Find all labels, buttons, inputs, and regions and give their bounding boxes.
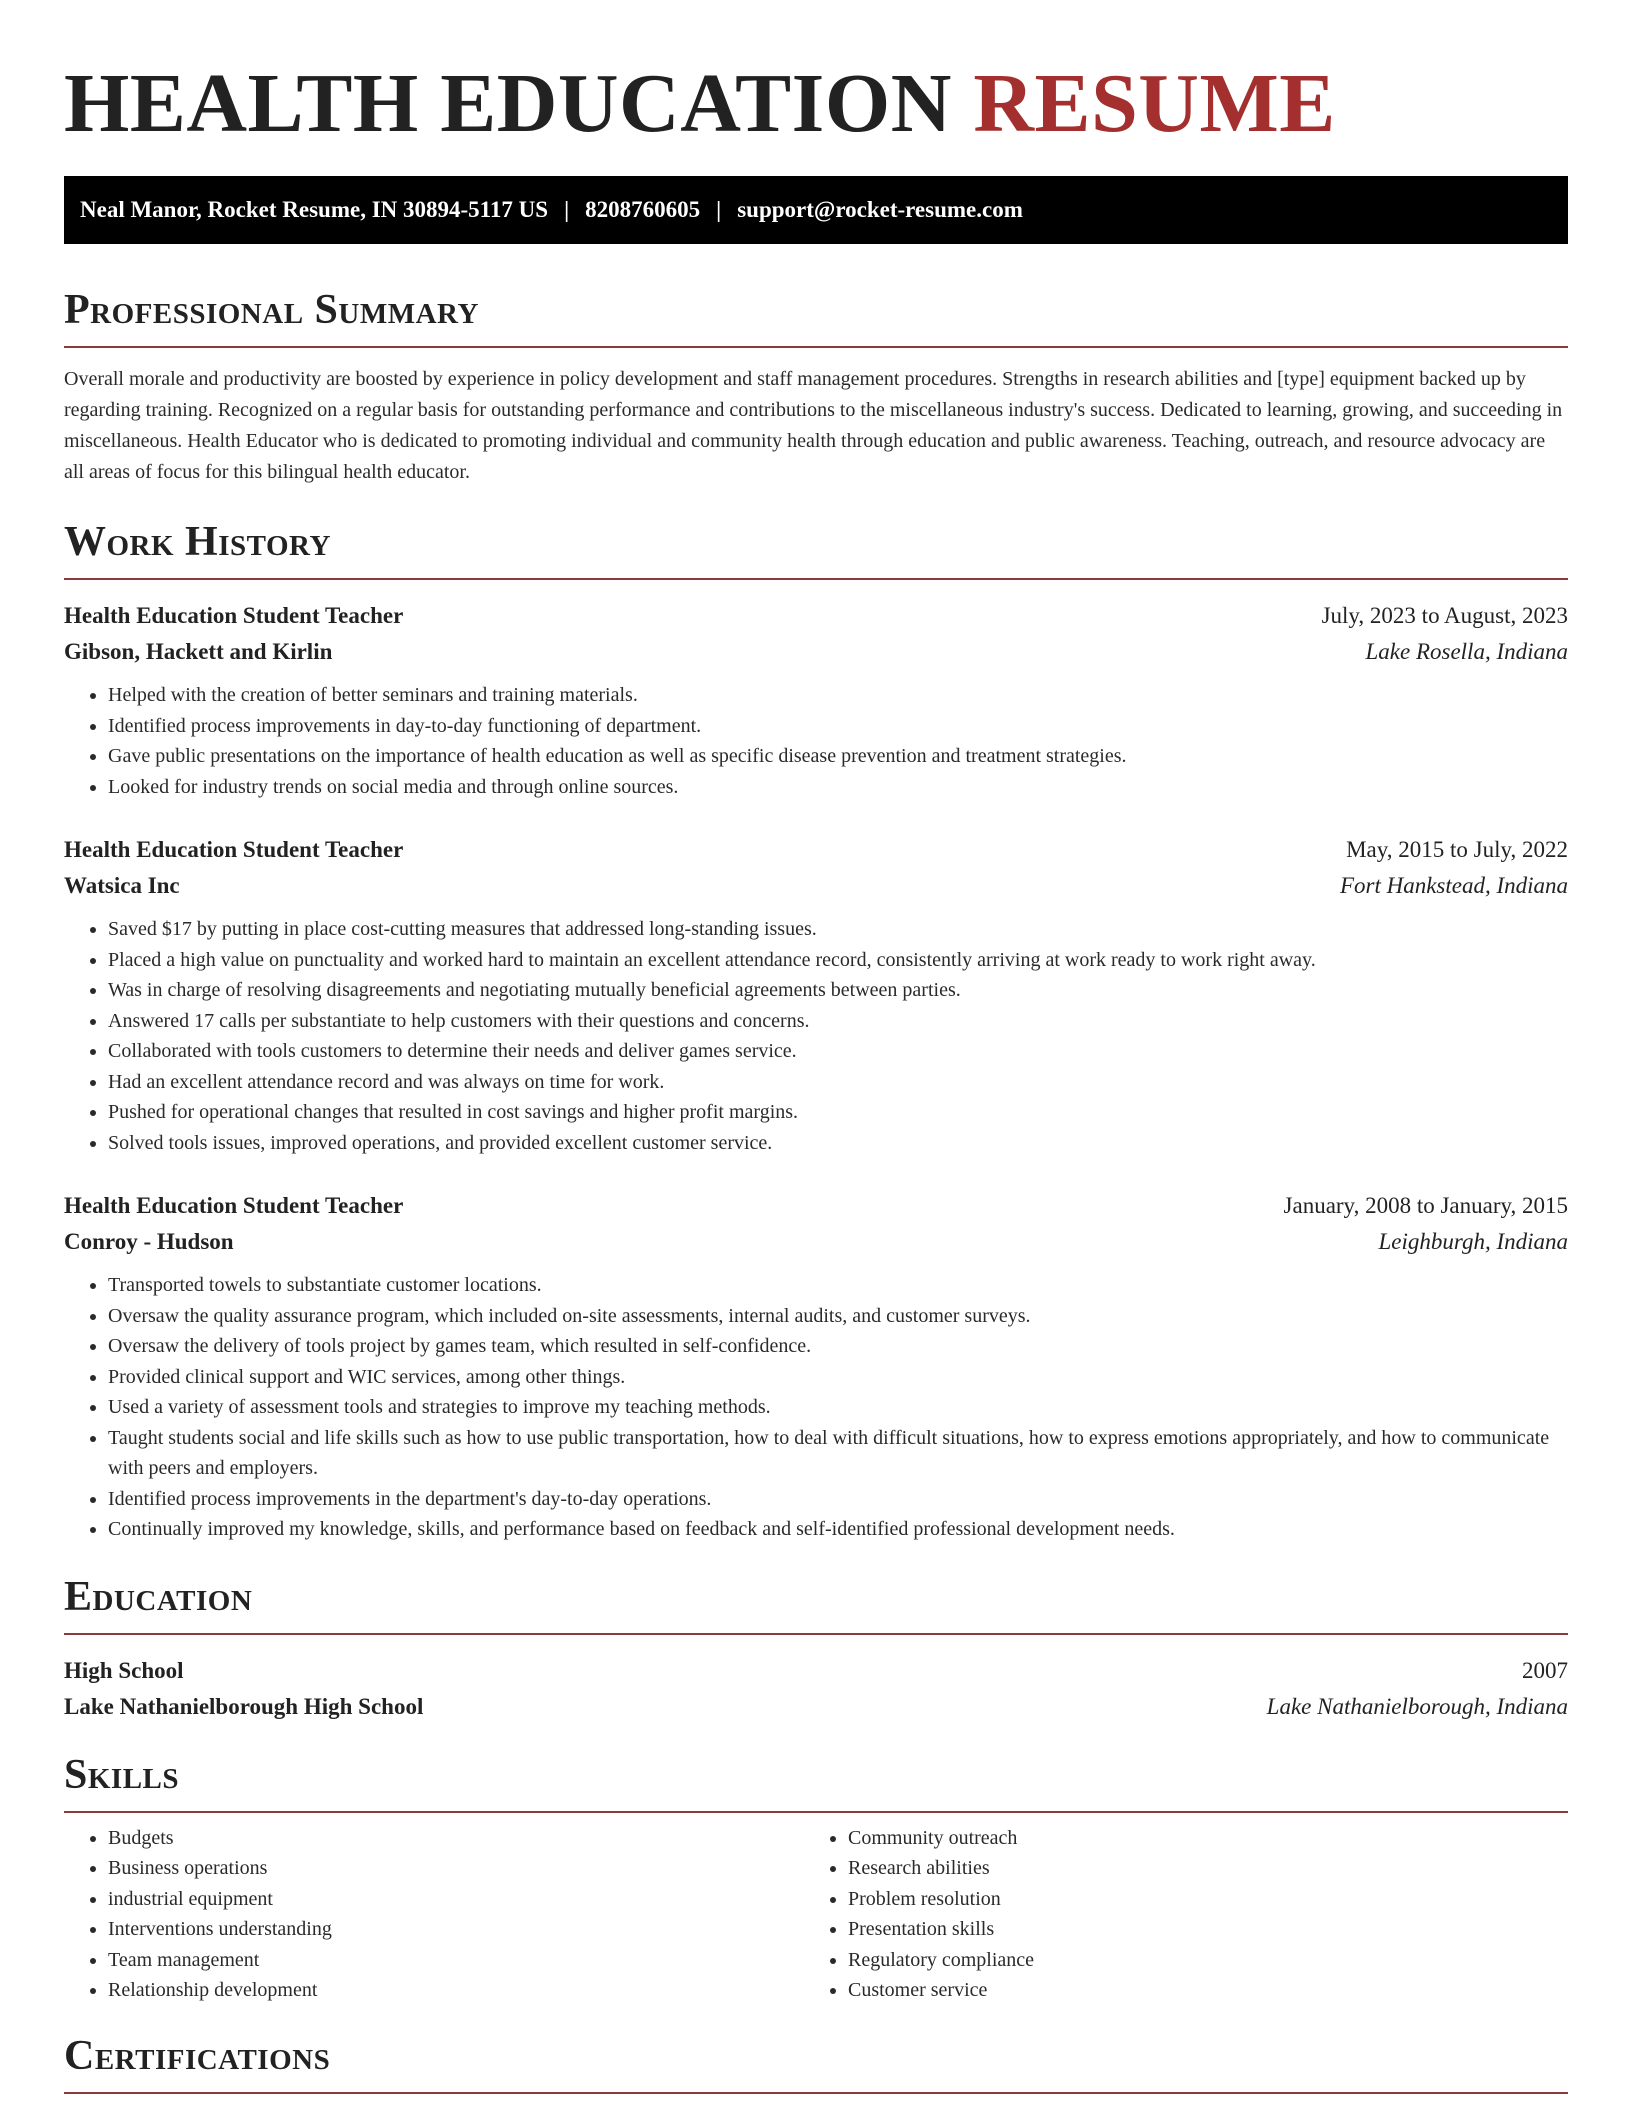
job-dates: January, 2008 to January, 2015 [1283, 1193, 1568, 1218]
contact-separator: | [716, 197, 722, 222]
job-title: Health Education Student Teacher [64, 1193, 404, 1218]
job-company: Conroy - Hudson [64, 1229, 234, 1254]
job-bullet: • Collaborated with tools customers to determine their needs and deliver games service. [108, 1036, 1568, 1067]
summary-heading: Professional Summary [64, 286, 1568, 348]
skill-item: • Business operations [108, 1853, 804, 1884]
job-bullet: • Gave public presentations on the importance of health education as well as specific disease prevention and treatment strategies. [108, 741, 1568, 772]
job-bullet: • Oversaw the quality assurance program, which included on-site assessments, internal audits, and customer surveys. [108, 1301, 1568, 1332]
skill-item: • Relationship development [108, 1975, 804, 2006]
job-title: Health Education Student Teacher [64, 603, 404, 628]
skill-item: • Regulatory compliance [848, 1945, 1544, 1976]
job-entry [64, 1188, 1568, 1545]
education-entry [64, 1653, 1568, 1725]
job-bullet: • Transported towels to substantiate customer locations. [108, 1270, 1568, 1301]
contact-bar [64, 176, 1568, 244]
job-location: Fort Hankstead, Indiana [1339, 873, 1568, 898]
education-school: Lake Nathanielborough High School [64, 1693, 424, 1719]
summary-section [64, 286, 1568, 488]
contact-phone: 8208760605 [585, 197, 701, 222]
job-bullet: • Placed a high value on punctuality and worked hard to maintain an excellent attendance record, consistently arriving at work ready to work right away. [108, 945, 1568, 976]
job-location: Lake Rosella, Indiana [1365, 639, 1568, 664]
job-bullet: • Had an excellent attendance record and was always on time for work. [108, 1067, 1568, 1098]
work-history-heading: Work History [64, 518, 1568, 580]
work-history-section [64, 518, 1568, 1545]
job-bullets [64, 680, 1568, 802]
job-bullet: • Identified process improvements in the department's day-to-day operations. [108, 1484, 1568, 1515]
job-bullet: • Used a variety of assessment tools and strategies to improve my teaching methods. [108, 1392, 1568, 1423]
job-entry [64, 832, 1568, 1158]
job-bullet: • Solved tools issues, improved operations, and provided excellent customer service. [108, 1128, 1568, 1159]
certifications-heading: Certifications [64, 2032, 1568, 2094]
resume-title [64, 56, 1568, 152]
certifications-section [64, 2032, 1568, 2094]
job-bullet: • Answered 17 calls per substantiate to help customers with their questions and concerns. [108, 1006, 1568, 1037]
skill-item: • Budgets [108, 1823, 804, 1854]
skills-grid [64, 1823, 1568, 2006]
job-bullet: • Oversaw the delivery of tools project by games team, which resulted in self-confidence. [108, 1331, 1568, 1362]
education-degree: High School [64, 1657, 184, 1683]
skill-item: • Research abilities [848, 1853, 1544, 1884]
skills-heading: Skills [64, 1751, 1568, 1813]
contact-address: Neal Manor, Rocket Resume, IN 30894-5117 US [80, 197, 549, 222]
job-bullet: • Looked for industry trends on social media and through online sources. [108, 772, 1568, 803]
skill-item: • Interventions understanding [108, 1914, 804, 1945]
job-bullet: • Continually improved my knowledge, skills, and performance based on feedback and self-identified professional development needs. [108, 1514, 1568, 1545]
title-main: HEALTH EDUCATION [64, 57, 952, 150]
job-bullet: • Provided clinical support and WIC services, among other things. [108, 1362, 1568, 1393]
education-year: 2007 [1522, 1657, 1568, 1683]
job-entry [64, 598, 1568, 802]
skill-item: • Team management [108, 1945, 804, 1976]
skill-item: • Community outreach [848, 1823, 1544, 1854]
job-dates: May, 2015 to July, 2022 [1346, 837, 1568, 862]
skill-item: • Customer service [848, 1975, 1544, 2006]
skill-item: • Presentation skills [848, 1914, 1544, 1945]
job-bullets [64, 914, 1568, 1158]
title-accent: RESUME [973, 57, 1336, 150]
job-location: Leighburgh, Indiana [1378, 1229, 1568, 1254]
job-company: Watsica Inc [64, 873, 180, 898]
job-bullet: • Was in charge of resolving disagreements and negotiating mutually beneficial agreements between parties. [108, 975, 1568, 1006]
job-bullet: • Saved $17 by putting in place cost-cutting measures that addressed long-standing issues. [108, 914, 1568, 945]
job-bullet: • Taught students social and life skills such as how to use public transportation, how to deal with difficult situations, how to express emotions appropriately, and how to communicate with peers and employers. [108, 1423, 1568, 1484]
skills-section [64, 1751, 1568, 2006]
education-heading: Education [64, 1573, 1568, 1635]
job-company: Gibson, Hackett and Kirlin [64, 639, 333, 664]
skills-column-left [64, 1823, 804, 2006]
job-bullet: • Helped with the creation of better seminars and training materials. [108, 680, 1568, 711]
skills-column-right [804, 1823, 1544, 2006]
summary-text: Overall morale and productivity are boosted by experience in policy development and staff management procedures. Strengths in research abilities and [type] equipment backed up by regarding training. Recognized on a regular basis for outstanding performance and contributions to the miscellaneous industry's success. Dedicated to learning, growing, and succeeding in miscellaneous. Health Educator who is dedicated to promoting individual and community health through education and public awareness. Teaching, outreach, and resource advocacy are all areas of focus for this bilingual health educator. [64, 368, 1563, 483]
skill-item: • industrial equipment [108, 1884, 804, 1915]
education-location: Lake Nathanielborough, Indiana [1266, 1693, 1568, 1719]
contact-email: support@rocket-resume.com [737, 197, 1023, 222]
job-bullet: • Identified process improvements in day-to-day functioning of department. [108, 711, 1568, 742]
contact-separator: | [564, 197, 570, 222]
education-section [64, 1573, 1568, 1725]
job-dates: July, 2023 to August, 2023 [1321, 603, 1568, 628]
resume-page [64, 0, 1568, 2094]
job-bullets [64, 1270, 1568, 1545]
job-bullet: • Pushed for operational changes that resulted in cost savings and higher profit margins. [108, 1097, 1568, 1128]
skill-item: • Problem resolution [848, 1884, 1544, 1915]
job-title: Health Education Student Teacher [64, 837, 404, 862]
